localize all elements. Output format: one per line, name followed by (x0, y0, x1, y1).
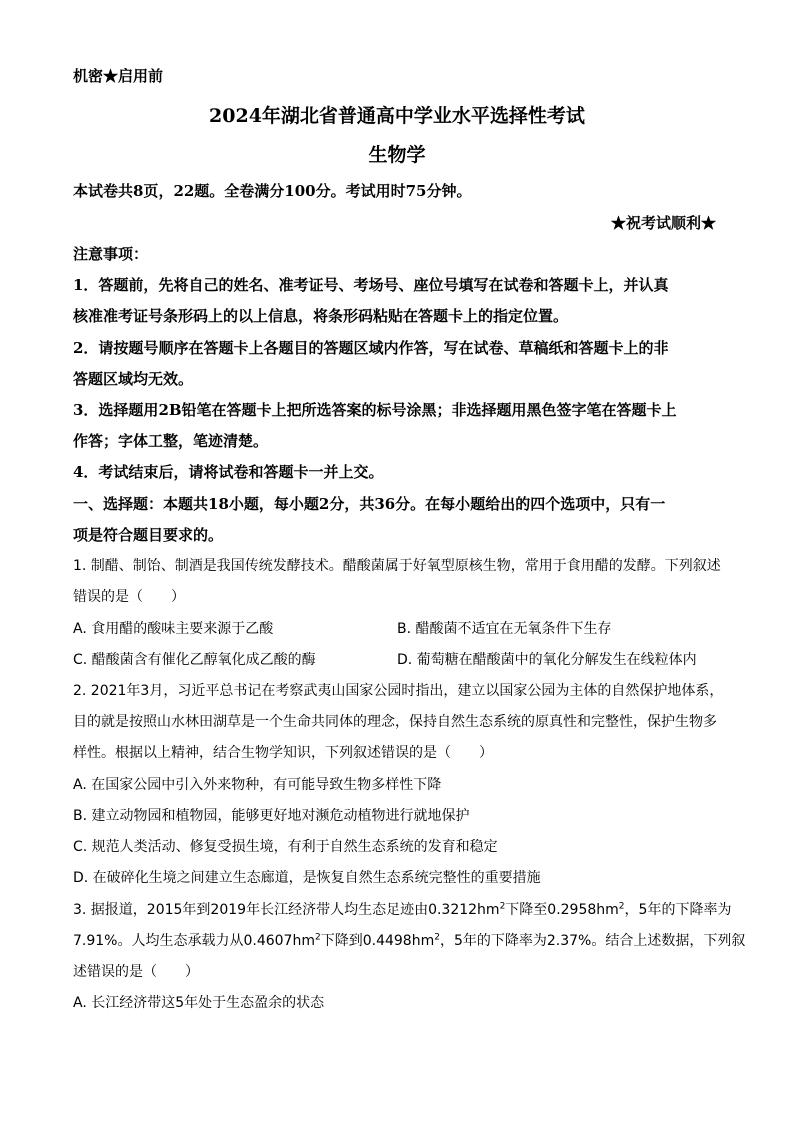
q2-option-c: C. 规范人类活动、修复受损生境，有利于自然生态系统的发育和稳定 (73, 839, 498, 855)
q2-option-a: A. 在国家公园中引入外来物种，有可能导致生物多样性下降 (73, 777, 442, 793)
q1-stem: 1. 制醋、制饴、制酒是我国传统发酵技术。醋酸菌属于好氧型原核生物，常用于食用醋的发酵。下列叙述 (73, 558, 721, 574)
exam-title: 2024年湖北省普通高中学业水平选择性考试 (209, 105, 585, 127)
q3-text: 3. 据报道，2015年到2019年长江经济带人均生态足迹由0.3212hm (73, 902, 500, 918)
q3-stem-cont: 述错误的是（ ） (73, 964, 199, 980)
note-line: 核准准考证号条形码上的以上信息，将条形码粘贴在答题卡上的指定位置。 (73, 307, 569, 325)
confidential-label: 机密★启用前 (73, 67, 164, 85)
q1-option-c: C. 醋酸菌含有催化乙醇氧化成乙酸的酶 (73, 652, 316, 668)
note-line: 4．考试结束后，请将试卷和答题卡一并上交。 (73, 463, 384, 481)
note-line: 1．答题前，先将自己的姓名、准考证号、考场号、座位号填写在试卷和答题卡上，并认真 (73, 276, 669, 294)
q3-text: 7.91%。人均生态承载力从0.4607hm (73, 933, 315, 949)
exam-info: 本试卷共8页，22题。全卷满分100分。考试用时75分钟。 (73, 182, 472, 200)
q3-option-a: A. 长江经济带这5年处于生态盈余的状态 (73, 995, 325, 1011)
notes-heading: 注意事项： (73, 245, 149, 263)
q2-stem-cont: 样性。根据以上精神，结合生物学知识，下列叙述错误的是（ ） (73, 745, 493, 761)
q1-option-a: A. 食用醋的酸味主要来源于乙酸 (73, 621, 274, 637)
section-heading: 一、选择题：本题共18小题，每小题2分，共36分。在每小题给出的四个选项中，只有一 (73, 495, 666, 513)
superscript: 2 (434, 932, 440, 943)
note-line: 3．选择题用2B铅笔在答题卡上把所选答案的标号涂黑；非选择题用黑色签字笔在答题卡上 (73, 401, 677, 419)
subject-title: 生物学 (368, 144, 426, 166)
q2-option-d: D. 在破碎化生境之间建立生态廊道，是恢复自然生态系统完整性的重要措施 (73, 870, 541, 886)
q1-option-b: B. 醋酸菌不适宜在无氧条件下生存 (397, 621, 612, 637)
section-heading-cont: 项是符合题目要求的。 (73, 526, 224, 544)
good-luck-wish: ★祝考试顺利★ (610, 214, 716, 232)
superscript: 2 (499, 901, 506, 912)
q2-stem-cont: 目的就是按照山水林田湖草是一个生命共同体的理念，保持自然生态系统的原真性和完整性，保护生物多 (73, 714, 717, 730)
note-line: 答题区域均无效。 (73, 370, 194, 388)
note-line: 作答；字体工整，笔迹清楚。 (73, 432, 269, 450)
superscript: 2 (314, 932, 321, 943)
q3-text: 下降到0.4498hm (320, 933, 435, 949)
q3-text: ，5年的下降率为2.37%。结合上述数据，下列叙 (439, 933, 746, 949)
q3-stem (73, 900, 731, 920)
q3-text: 下降至0.2958hm (505, 902, 619, 918)
q1-option-d: D. 葡萄糖在醋酸菌中的氧化分解发生在线粒体内 (397, 652, 697, 668)
note-line: 2．请按题号顺序在答题卡上各题目的答题区域内作答，写在试卷、草稿纸和答题卡上的非 (73, 339, 669, 357)
q2-option-b: B. 建立动物园和植物园，能够更好地对濒危动植物进行就地保护 (73, 808, 470, 824)
q2-stem: 2. 2021年3月，习近平总书记在考察武夷山国家公园时指出，建立以国家公园为主体的自然保护地体系， (73, 683, 724, 699)
q3-text: ，5年的下降率为 (624, 902, 732, 918)
q3-stem-cont (73, 931, 745, 951)
superscript: 2 (618, 901, 625, 912)
q1-stem-cont: 错误的是（ ） (73, 589, 185, 605)
